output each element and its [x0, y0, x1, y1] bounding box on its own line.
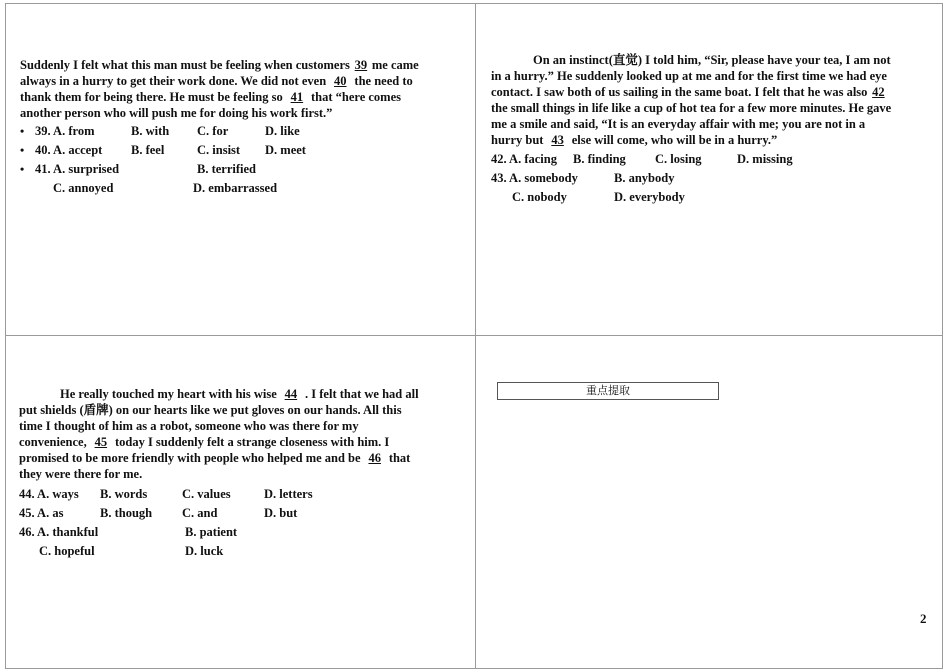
- horizontal-divider: [5, 335, 943, 336]
- option-46-a: 46. A. thankful: [19, 525, 99, 539]
- passage-1-text: [20, 57, 419, 121]
- option-46-d: D. luck: [185, 544, 224, 558]
- blank-41: 41: [290, 90, 304, 104]
- option-44-a: 44. A. ways: [19, 487, 79, 501]
- option-46-b: B. patient: [185, 525, 238, 539]
- blank-45: 45: [94, 435, 108, 449]
- passage-line: Suddenly I felt what this man must be feeling when customers 39 me came: [20, 58, 419, 72]
- option-42-b: B. finding: [573, 152, 626, 166]
- option-44-c: C. values: [182, 487, 231, 501]
- option-45-b: B. though: [100, 506, 153, 520]
- option-43-c: C. nobody: [512, 190, 567, 204]
- option-43-d: D. everybody: [614, 190, 685, 204]
- passage-line: convenience, 45 today I suddenly felt a strange closeness with him. I: [19, 435, 390, 449]
- passage-line: in a hurry.” He suddenly looked up at me and for the first time we had eye: [491, 69, 887, 83]
- passage-line: He really touched my heart with his wise 44 . I felt that we had all: [60, 387, 419, 401]
- vertical-divider: [475, 3, 476, 669]
- option-40-d: D. meet: [265, 143, 306, 157]
- option-45-c: C. and: [182, 506, 218, 520]
- option-43-b: B. anybody: [614, 171, 675, 185]
- blank-44: 44: [284, 387, 298, 401]
- bullet-icon: •: [20, 162, 25, 176]
- passage-line: promised to be more friendly with people who helped me and be 46 that: [19, 451, 411, 465]
- passage-line: time I thought of him as a robot, someone who was there for my: [19, 419, 359, 433]
- passage-line: another person who will push me for doing his work first.”: [20, 106, 333, 120]
- key-points-box: 重点提取: [497, 382, 719, 400]
- option-44-d: D. letters: [264, 487, 313, 501]
- passage-line: they were there for me.: [19, 467, 143, 481]
- option-42-a: 42. A. facing: [491, 152, 557, 166]
- option-45-a: 45. A. as: [19, 506, 64, 520]
- page-number: 2: [920, 611, 927, 626]
- option-39-d: D. like: [265, 124, 300, 138]
- option-39-a: 39. A. from: [35, 124, 95, 138]
- option-40-a: 40. A. accept: [35, 143, 103, 157]
- passage-line: contact. I saw both of us sailing in the same boat. I felt that he was also 42: [491, 84, 891, 100]
- option-41-a: 41. A. surprised: [35, 162, 120, 176]
- option-45-d: D. but: [264, 506, 298, 520]
- option-42-d: D. missing: [737, 152, 793, 166]
- passage-3-text: [19, 386, 419, 482]
- option-41-d: D. embarrassed: [193, 181, 278, 195]
- passage-line: On an instinct(直觉) I told him, “Sir, please have your tea, I am not: [533, 53, 891, 67]
- option-40-c: C. insist: [197, 143, 241, 157]
- option-43-a: 43. A. somebody: [491, 171, 578, 185]
- passage-line: put shields (盾牌) on our hearts like we put gloves on our hands. All this: [19, 403, 402, 417]
- passage-line: me a smile and said, “It is an everyday affair with me; you are not in a: [491, 117, 866, 131]
- blank-46: 46: [368, 451, 381, 465]
- bullet-icon: •: [20, 143, 25, 157]
- option-42-c: C. losing: [655, 152, 702, 166]
- option-39-c: C. for: [197, 124, 229, 138]
- option-40-b: B. feel: [131, 143, 165, 157]
- option-41-c: C. annoyed: [53, 181, 114, 195]
- option-41-b: B. terrified: [197, 162, 257, 176]
- blank-39: 39: [354, 58, 368, 72]
- blank-43: 43: [551, 133, 564, 147]
- blank-40: 40: [334, 74, 347, 88]
- blank-42: 42: [872, 85, 885, 99]
- option-39-b: B. with: [131, 124, 170, 138]
- passage-line: hurry but 43 else will come, who will be in a hurry.”: [491, 133, 778, 147]
- bullet-icon: •: [20, 124, 25, 138]
- passage-line: the small things in life like a cup of hot tea for a few more minutes. He gave: [491, 101, 892, 115]
- passage-line: always in a hurry to get their work done. We did not even 40 the need to: [20, 74, 413, 88]
- passage-2-text: [491, 52, 891, 148]
- option-44-b: B. words: [100, 487, 148, 501]
- passage-line: thank them for being there. He must be feeling so 41 that “here comes: [20, 90, 402, 104]
- option-46-c: C. hopeful: [39, 544, 95, 558]
